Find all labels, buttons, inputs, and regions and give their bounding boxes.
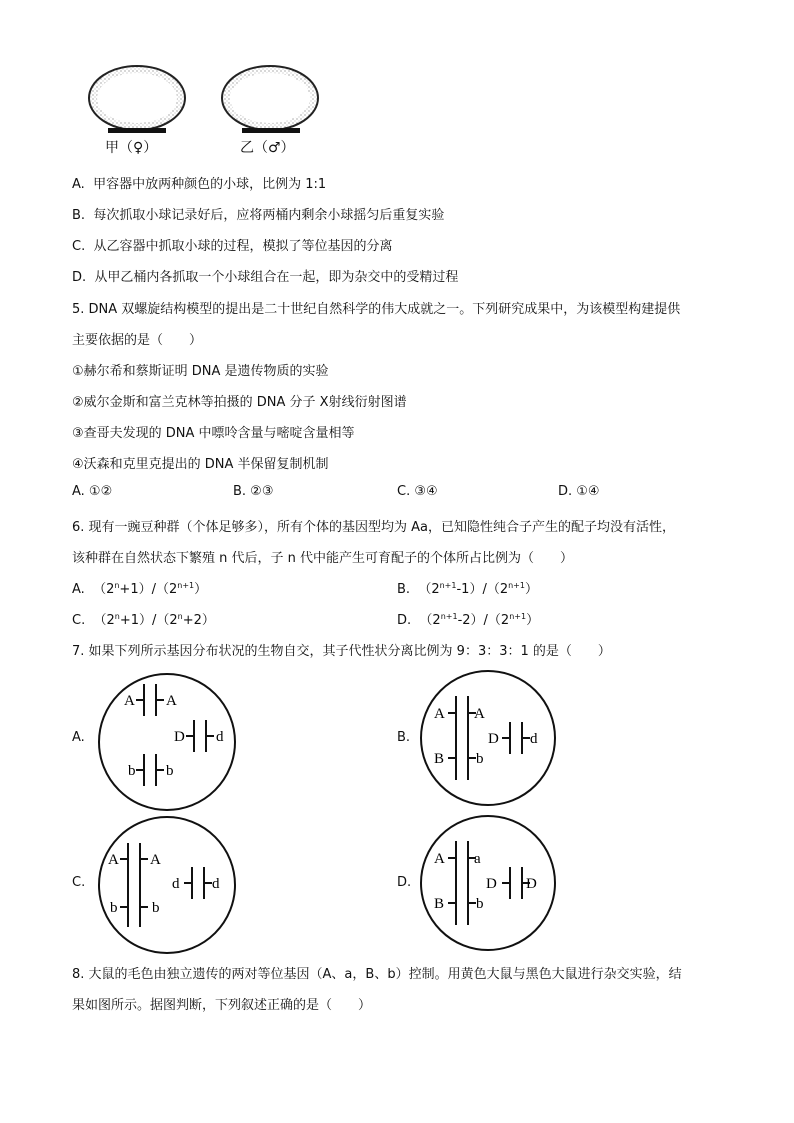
gene-allele: a [474, 851, 481, 867]
gene-allele: D [526, 876, 537, 892]
gene-allele: D [488, 731, 499, 747]
q5-option-b: B. ②③ [233, 484, 274, 499]
gene-allele: A [150, 852, 161, 868]
gene-allele: b [166, 763, 174, 779]
q4-option-a: A. 甲容器中放两种颜色的小球，比例为 1:1 [72, 177, 327, 192]
gene-allele: A [434, 851, 445, 867]
cell-diagram-c [94, 815, 240, 955]
q6-stem-line2: 该种群在自然状态下繁殖 n 代后，子 n 代中能产生可育配子的个体所占比例为（ ） [72, 551, 574, 566]
gene-allele: b [152, 900, 160, 916]
gene-allele: b [476, 751, 484, 767]
q6-option-b: B. $(2^{n+1}-1)/(2^{n+1})$ [397, 581, 538, 597]
gene-allele: D [486, 876, 497, 892]
gene-allele: A [434, 706, 445, 722]
q5-option-d: D. ①④ [558, 484, 600, 499]
q5-option-c: C. ③④ [397, 484, 438, 499]
q5-stem-line2: 主要依据的是（ ） [72, 333, 203, 348]
urn-yi-label: 乙（♂） [240, 140, 295, 156]
q5-item-3: ③查哥夫发现的 DNA 中嘌呤含量与嘧啶含量相等 [72, 426, 355, 441]
q7-stem: 7. 如果下列所示基因分布状况的生物自交，其子代性状分离比例为 9：3：3：1 的是（ ） [72, 644, 611, 659]
q6-option-a: A. $(2^n+1)/(2^{n+1})$ [72, 581, 208, 597]
gene-allele: A [108, 852, 119, 868]
gene-allele: d [172, 876, 180, 892]
cell-diagram-d [418, 813, 558, 953]
urn-yi [222, 66, 318, 133]
urn-jia-label: 甲（♀） [105, 140, 158, 156]
q8-stem-line2: 果如图所示。据图判断，下列叙述正确的是（ ） [72, 998, 372, 1013]
q5-item-1: ①赫尔希和蔡斯证明 DNA 是遗传物质的实验 [72, 364, 329, 379]
cell-diagram-a [94, 672, 240, 812]
q8-stem-line1: 8. 大鼠的毛色由独立遗传的两对等位基因（A、a，B、b）控制。用黄色大鼠与黑色大鼠进行杂交实验，结 [72, 967, 682, 982]
q4-option-d: D. 从甲乙桶内各抓取一个小球组合在一起，即为杂交中的受精过程 [72, 270, 459, 285]
cell-diagram-b [418, 668, 558, 808]
q7-option-c-label: C. [72, 875, 86, 890]
q4-option-b: B. 每次抓取小球记录好后，应将两桶内剩余小球摇匀后重复实验 [72, 208, 445, 223]
gene-allele: d [530, 731, 538, 747]
gene-allele: A [166, 693, 177, 709]
q6-option-d: D. $(2^{n+1}-2)/(2^{n+1})$ [397, 612, 540, 628]
q5-item-4: ④沃森和克里克提出的 DNA 半保留复制机制 [72, 457, 329, 472]
gene-allele: D [174, 729, 185, 745]
gene-allele: d [212, 876, 220, 892]
gene-allele: b [128, 763, 136, 779]
q7-option-a-label: A. [72, 730, 85, 745]
gene-allele: b [110, 900, 118, 916]
gene-allele: B [434, 896, 445, 912]
q5-stem-line1: 5. DNA 双螺旋结构模型的提出是二十世纪自然科学的伟大成就之一。下列研究成果中，为该模型构建提供 [72, 302, 681, 317]
q5-option-a: A. ①② [72, 484, 113, 499]
q6-stem-line1: 6. 现有一豌豆种群（个体足够多），所有个体的基因型均为 Aa，已知隐性纯合子产生的配子均没有活性， [72, 520, 676, 535]
q5-item-2: ②威尔金斯和富兰克林等拍摄的 DNA 分子 X射线衍射图谱 [72, 395, 407, 410]
q6-option-c: C. $(2^n+1)/(2^n+2)$ [72, 612, 215, 628]
urn-jia [89, 66, 185, 133]
gene-allele: b [476, 896, 484, 912]
q7-option-b-label: B. [397, 730, 411, 745]
q7-option-d-label: D. [397, 875, 412, 890]
gene-allele: B [434, 751, 445, 767]
gene-allele: A [124, 693, 135, 709]
q4-option-c: C. 从乙容器中抓取小球的过程，模拟了等位基因的分离 [72, 239, 393, 254]
gene-allele: d [216, 729, 224, 745]
gene-allele: A [474, 706, 485, 722]
